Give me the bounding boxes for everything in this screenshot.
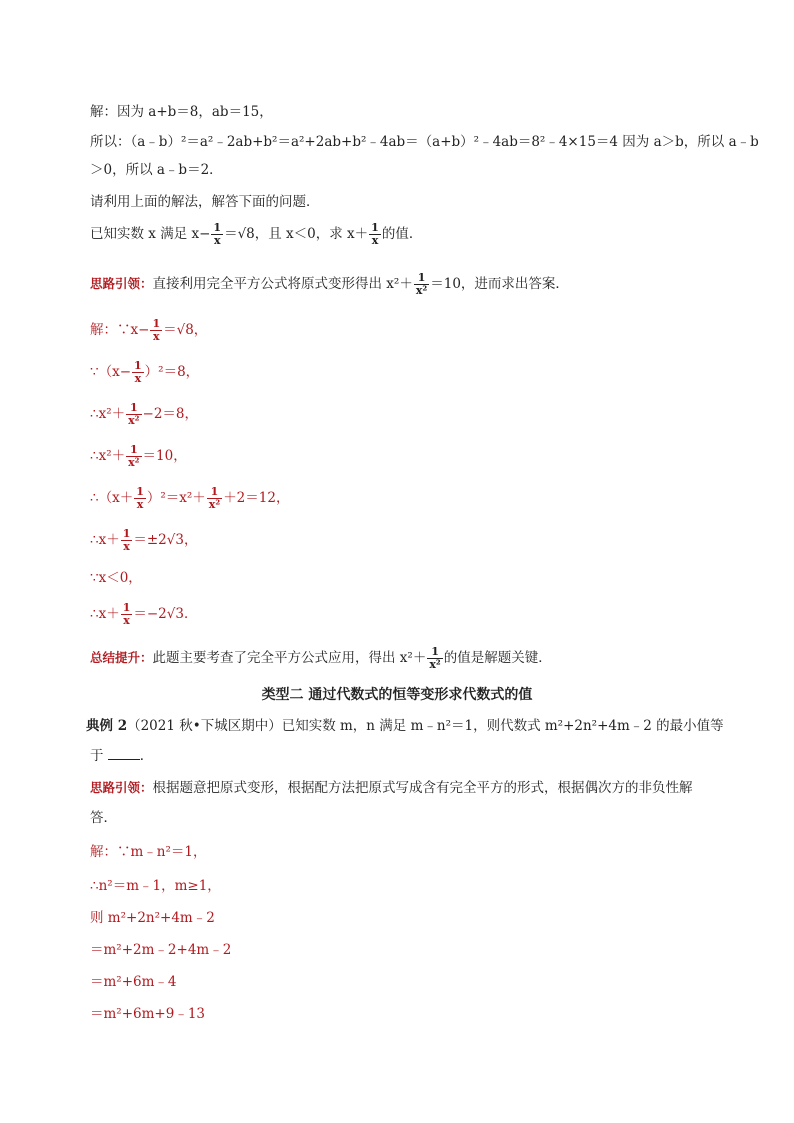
example-2-label: 典例 2: [86, 718, 128, 734]
intro-line-1: 解：因为 a+b＝8，ab＝15，: [90, 104, 273, 120]
fraction-1-over-x: $\frac{1}{x}$: [134, 359, 142, 385]
summary-label: 总结提升：: [90, 650, 153, 665]
example-2-line-1: 典例 2（2021 秋•下城区期中）已知实数 m，n 满足 m﹣n²＝1，则代数式 m²+2n²+4m﹣2 的最小值等: [86, 718, 724, 734]
intro-line-3: ＞0，所以 a﹣b＝2．: [90, 162, 223, 178]
solution-1-step-5: ∴（x＋ $\frac{1}{x}$ ）²＝x²＋ $\frac{1}{\text{x²}}$ ＋2＝12，: [90, 485, 290, 511]
fraction-1-over-x: $\frac{1}{x}$: [122, 527, 131, 553]
fraction-1-over-x2: $\frac{1}{\text{x²}}$: [429, 645, 441, 671]
solution-2-step-6: ＝m²+6m+9﹣13: [90, 1006, 205, 1022]
intro-line-4: 请利用上面的解法，解答下面的问题．: [90, 194, 320, 210]
section-heading-type-2: 类型二 通过代数式的恒等变形求代数式的值: [261, 687, 533, 703]
solution-2-step-2: ∴n²＝m﹣1，m≥1，: [90, 878, 221, 894]
solution-2-step-1: 解：∵m﹣n²＝1，: [90, 844, 207, 860]
intro-line-5-a: 已知实数 x 满足 x−: [90, 226, 211, 242]
fraction-1-over-x: $\frac{1}{x}$: [371, 221, 379, 247]
solution-1-step-4: ∴x²＋ $\frac{1}{\text{x²}}$ ＝10，: [90, 443, 187, 469]
answer-blank[interactable]: [108, 747, 140, 760]
fraction-1-over-x2: $\frac{1}{\text{x²}}$: [128, 401, 140, 427]
solution-1-step-1: 解：∵x− $\frac{1}{x}$ ＝√8，: [90, 317, 208, 343]
hint-2-line-1: 思路引领：根据题意把原式变形，根据配方法把原式写成含有完全平方的形式，根据偶次方的非负性解: [90, 780, 693, 796]
intro-line-2: 所以：（a﹣b）²＝a²﹣2ab+b²＝a²+2ab+b²﹣4ab＝（a+b）²﹣4ab＝8²﹣4×15＝4 因为 a＞b，所以 a﹣b: [90, 134, 759, 150]
solution-1-step-8: ∴x＋ $\frac{1}{x}$ ＝−2√3．: [90, 601, 198, 627]
hint-label: 思路引领：: [90, 780, 153, 795]
hint-label: 思路引领：: [90, 276, 153, 291]
hint-2-line-2: 答．: [90, 810, 117, 826]
solution-2-step-3: 则 m²+2n²+4m﹣2: [90, 910, 215, 926]
intro-line-5-b: ＝√8，且 x＜0，求 x＋: [224, 226, 369, 242]
fraction-1-over-x: $\frac{1}{x}$: [136, 485, 144, 511]
solution-2-step-5: ＝m²+6m﹣4: [90, 974, 177, 990]
fraction-1-over-x2: $\frac{1}{\text{x²}}$: [208, 485, 221, 511]
fraction-1-over-x: $\frac{1}{x}$: [213, 221, 222, 247]
solution-1-step-3: ∴x²＋ $\frac{1}{\text{x²}}$ −2＝8，: [90, 401, 199, 427]
solution-2-step-4: ＝m²+2m﹣2+4m﹣2: [90, 942, 232, 958]
fraction-1-over-x2: $\frac{1}{\text{x²}}$: [415, 271, 428, 297]
fraction-1-over-x: $\frac{1}{x}$: [122, 601, 131, 627]
hint-1-text-b: ＝10，进而求出答案．: [430, 276, 569, 292]
fraction-1-over-x2: $\frac{1}{\text{x²}}$: [128, 443, 140, 469]
summary-1: 总结提升：此题主要考查了完全平方公式应用，得出 x²＋ $\frac{1}{\text{x²}}$ 的值是解题关键．: [90, 645, 552, 671]
solution-1-step-2: ∵（x− $\frac{1}{x}$ ）²＝8，: [90, 359, 200, 385]
solution-1-step-6: ∴x＋ $\frac{1}{x}$ ＝±2√3，: [90, 527, 198, 553]
solution-1-step-7: ∵x＜0，: [90, 570, 142, 586]
intro-line-5-c: 的值．: [381, 226, 423, 242]
hint-1-text-a: 直接利用完全平方公式将原式变形得出 x²＋: [152, 276, 413, 292]
hint-1: [90, 272, 569, 297]
fraction-1-over-x: $\frac{1}{x}$: [152, 317, 161, 343]
example-2-line-2: 于 ．: [90, 748, 154, 764]
intro-line-5: [90, 222, 422, 247]
